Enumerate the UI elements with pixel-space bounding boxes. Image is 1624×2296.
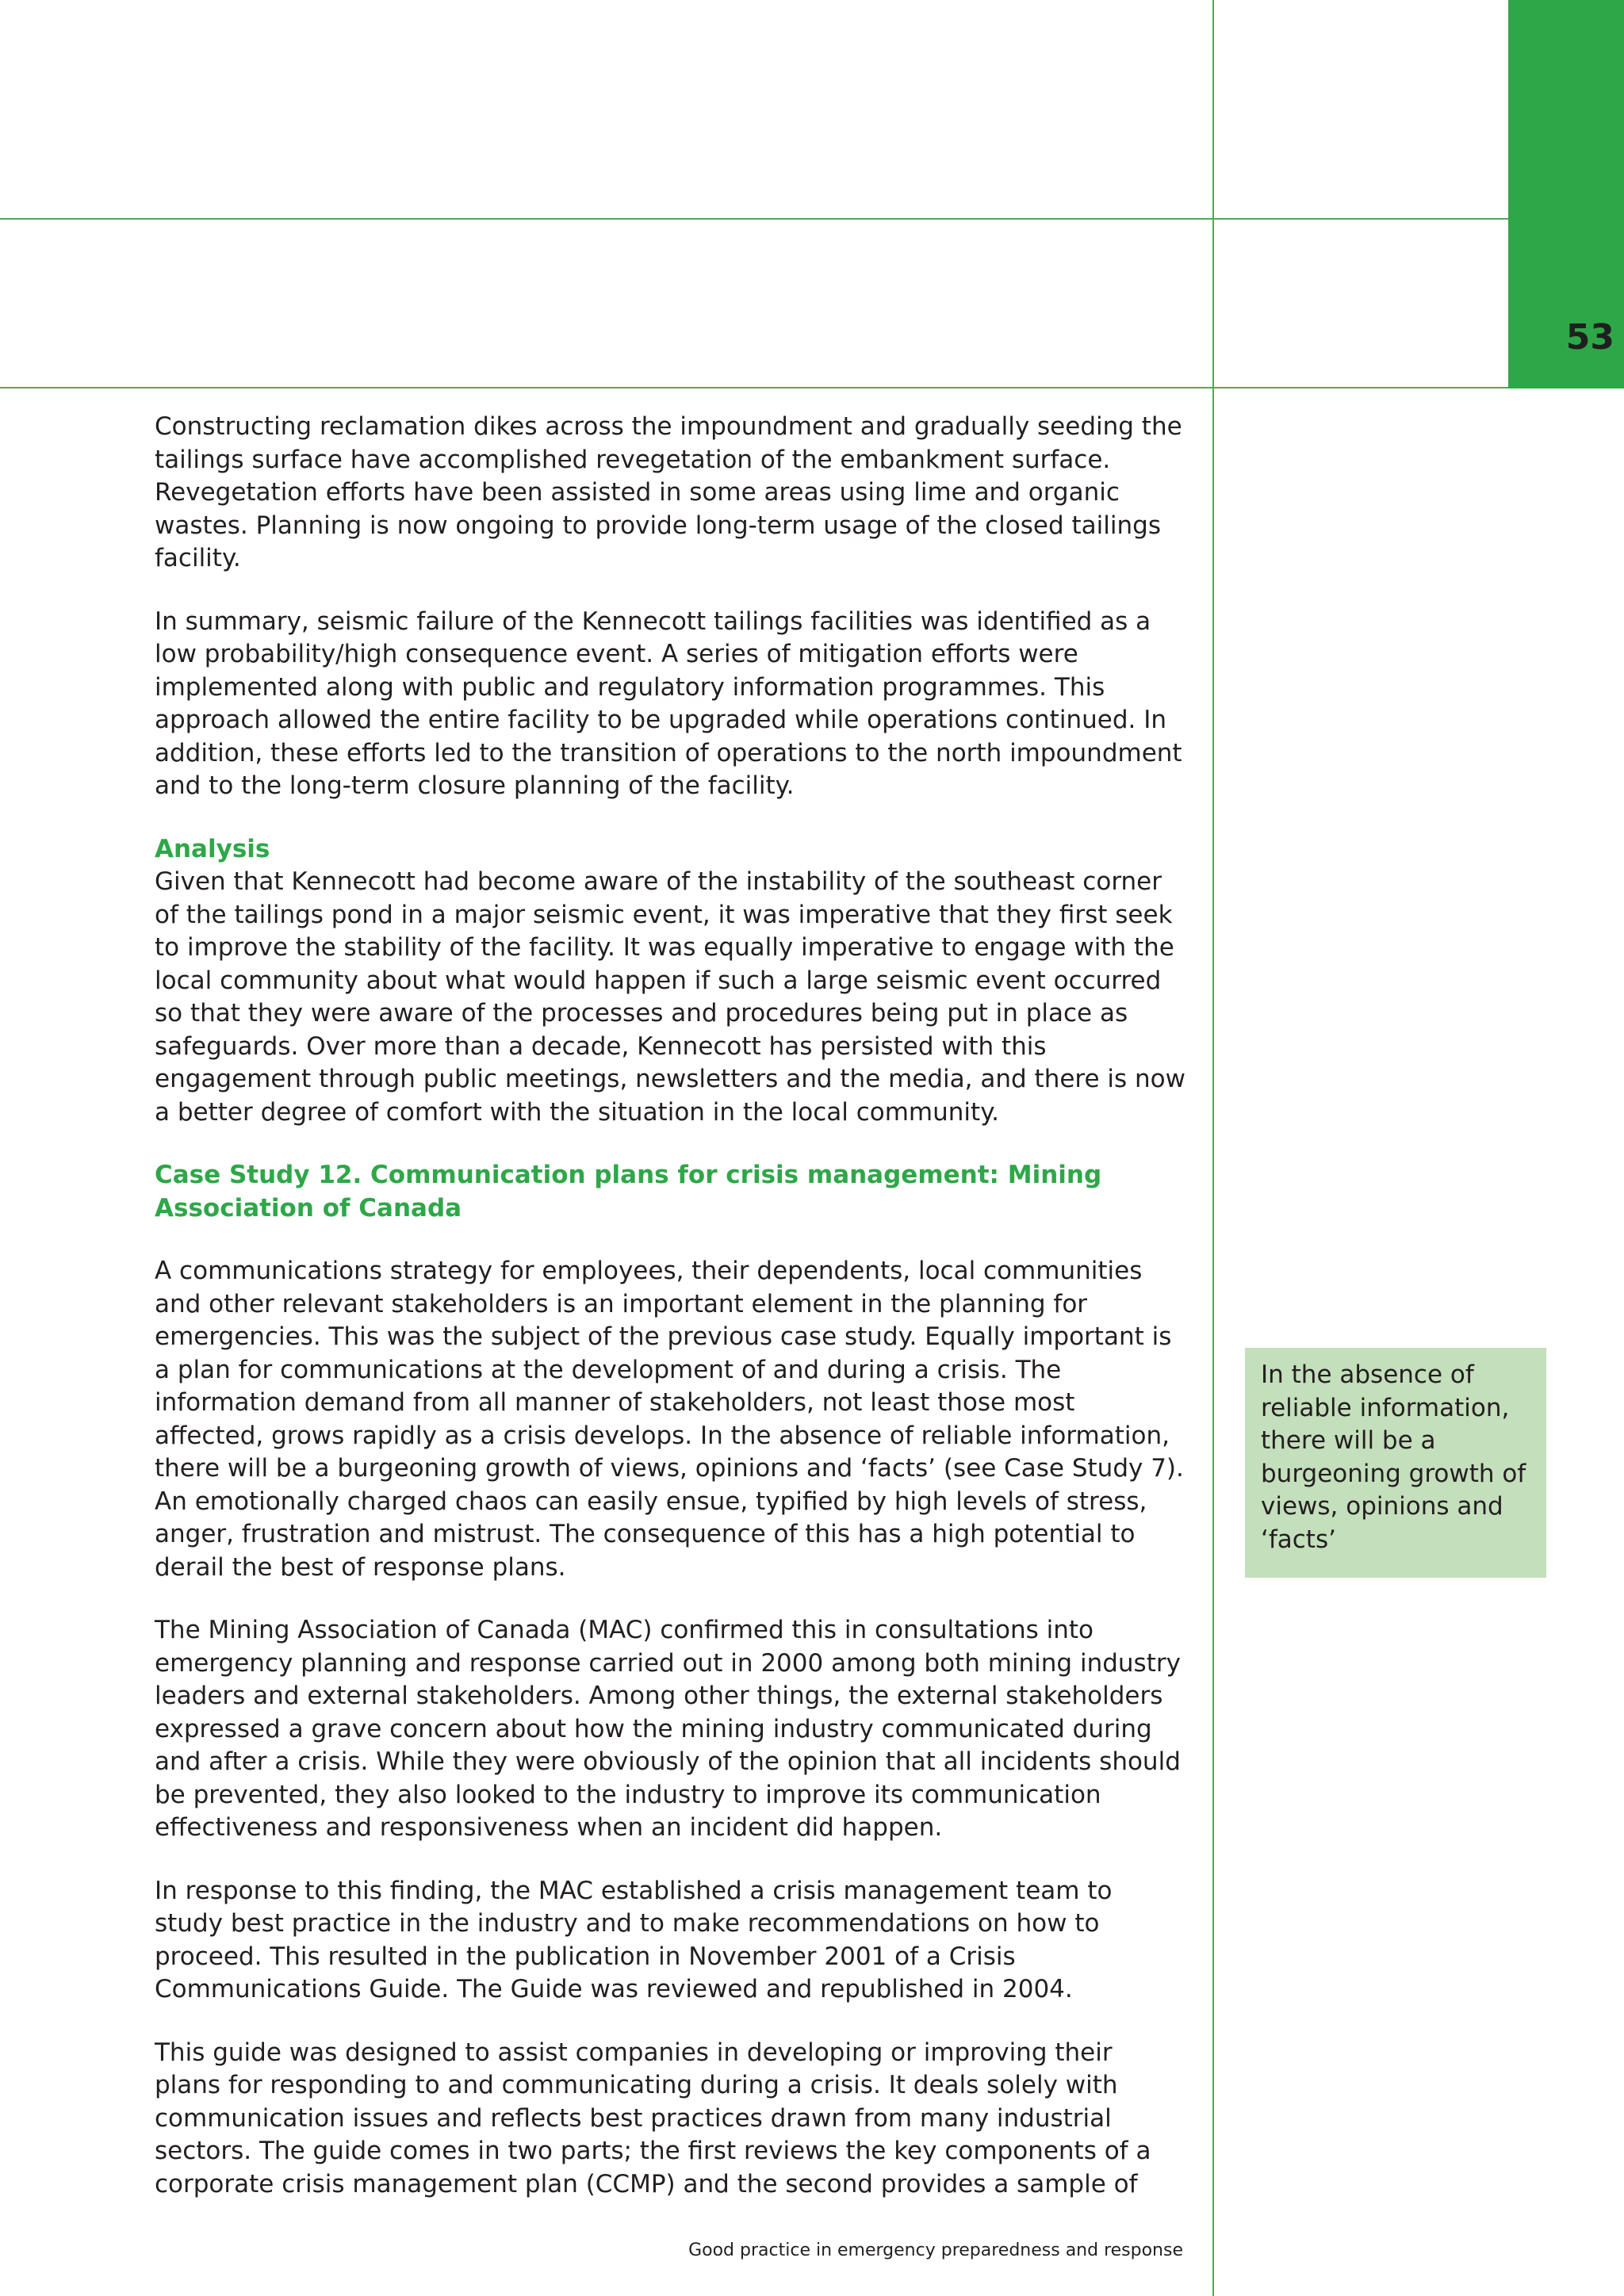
margin-column-rule <box>1212 0 1214 2296</box>
running-footer: Good practice in emergency preparedness and response <box>688 2241 1183 2260</box>
body-paragraph: Constructing reclamation dikes across the impoundment and gradually seeding the tailings surface have accomplished revegetation of the embankment surface. Revegetation efforts have been assisted in some areas using lime and organic wastes. Planning is now ongoing to provide long-term usage of the closed tailings facility. <box>155 412 1182 572</box>
header-rule-bottom <box>0 387 1624 388</box>
pull-quote-text: In the absence of reliable information, there will be a burgeoning growth of views, opinions and ‘facts’ <box>1261 1360 1526 1554</box>
body-paragraph: A communications strategy for employees, their dependents, local communities and other relevant stakeholders is an important element in the planning for emergencies. This was the subject of the previous case study. Equally important is a plan for communications at the development of and during a crisis. The information demand from all manner of stakeholders, not least those most affected, grows rapidly as a crisis develops. In the absence of reliable information, there will be a burgeoning growth of views, opinions and ‘facts’ (see Case Study 7). An emotionally charged chaos can easily ensue, typified by high levels of stress, anger, frustration and mistrust. The consequence of this has a high potential to derail the best of response plans. <box>155 1257 1184 1582</box>
body-paragraph: In summary, seismic failure of the Kennecott tailings facilities was identified as a low probability/high consequence event. A series of mitigation efforts were implemented along with public and regulatory information programmes. This approach allowed the entire facility to be upgraded while operations continued. In addition, these efforts led to the transition of operations to the north impoundment and to the long-term closure planning of the facility. <box>155 607 1182 800</box>
case-study-heading: Case Study 12. Communication plans for crisis management: Mining Association of Canada <box>155 1161 1102 1223</box>
page-number-tab <box>1508 0 1624 388</box>
header-rule-top <box>0 218 1508 220</box>
analysis-paragraph: Given that Kennecott had become aware of the instability of the southeast corner of the tailings pond in a major seismic event, it was imperative that they first seek to improve the stability of the facility. It was equally imperative to engage with the local community about what would happen if such a large seismic event occurred so that they were aware of the processes and procedures being put in place as safeguards. Over more than a decade, Kennecott has persisted with this engagement through public meetings, newsletters and the media, and there is now a better degree of comfort with the situation in the local community. <box>155 867 1185 1127</box>
analysis-heading: Analysis <box>155 834 270 863</box>
body-paragraph: In response to this finding, the MAC established a crisis management team to study best practice in the industry and to make recommendations on how to proceed. This resulted in the publication in November 2001 of a Crisis Communications Guide. The Guide was reviewed and republished in 2004. <box>155 1876 1113 2003</box>
body-paragraph: This guide was designed to assist companies in developing or improving their plans for responding to and communicating during a crisis. It deals solely with communication issues and reflects best practices drawn from many industrial sectors. The guide comes in two parts; the first reviews the key components of a corporate crisis management plan (CCMP) and the second provides a sample of <box>155 2038 1151 2198</box>
page-number: 53 <box>1565 317 1614 358</box>
main-text-column <box>155 411 1185 2231</box>
body-paragraph: The Mining Association of Canada (MAC) confirmed this in consultations into emergency planning and response carried out in 2000 among both mining industry leaders and external stakeholders. Among other things, the external stakeholders expressed a grave concern about how the mining industry communicated during and after a crisis. While they were obviously of the opinion that all incidents should be prevented, they also looked to the industry to improve its communication effectiveness and responsiveness when an incident did happen. <box>155 1616 1181 1842</box>
pull-quote-box <box>1245 1348 1546 1578</box>
